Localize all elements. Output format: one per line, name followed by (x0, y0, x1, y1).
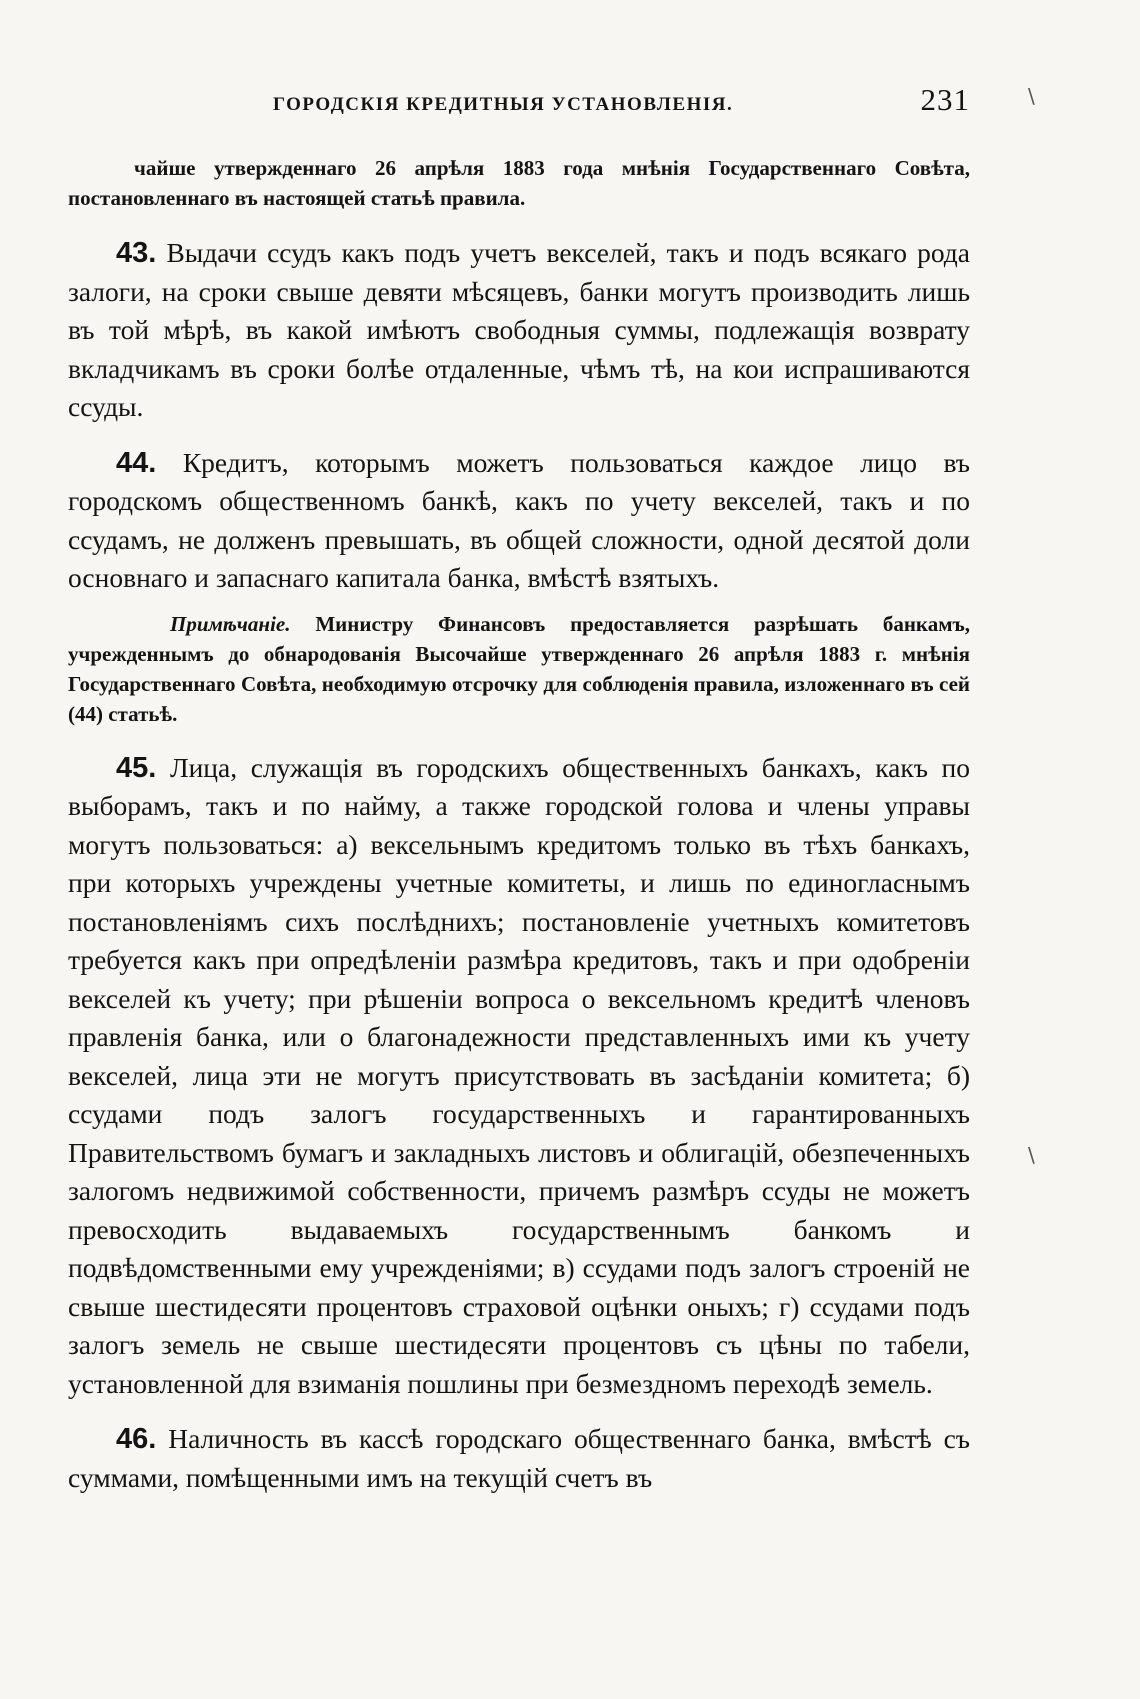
page-number: 231 (920, 82, 970, 117)
article-44 (68, 444, 970, 598)
article-number: 46. (116, 1423, 157, 1455)
article-text: Наличность въ кассѣ городскаго общественнаго банка, вмѣстѣ съ суммами, помѣщенными имъ на текущій счетъ въ (68, 1423, 970, 1493)
article-number: 45. (116, 751, 157, 784)
article-45 (68, 749, 970, 1404)
margin-mark: \ (1028, 84, 1035, 108)
margin-mark: \ (1028, 1143, 1035, 1167)
page-header (68, 82, 970, 126)
article-43 (68, 234, 970, 427)
article-number: 44. (116, 446, 157, 479)
note-label: Примѣчаніе. (170, 611, 291, 636)
article-44-note (68, 609, 970, 729)
continued-text: чайше утвержденнаго 26 апрѣля 1883 года мнѣнія Государственнаго Совѣта, постановленнаго въ настоящей статьѣ правила. (68, 156, 970, 210)
article-text: Кредитъ, которымъ можетъ пользоваться каждое лицо въ городскомъ общественномъ банкѣ, какъ по учету векселей, такъ и по ссудамъ, не долженъ превышать, въ общей сложности, одной десятой доли основнаго и запаснаго капитала банка, вмѣстѣ взятыхъ. (68, 446, 971, 593)
article-text: Выдачи ссудъ какъ подъ учетъ векселей, такъ и подъ всякаго рода залоги, на сроки свыше девяти мѣсяцевъ, банки могутъ производить лишь въ той мѣрѣ, въ какой имѣютъ свободныя суммы, подлежащія возврату вкладчикамъ въ сроки болѣе отдаленные, чѣмъ тѣ, на кои испрашиваются ссуды. (68, 237, 970, 422)
article-text: Лица, служащія въ городскихъ общественныхъ банкахъ, какъ по выборамъ, такъ и по найму, а также городской голова и члены управы могутъ пользоваться: а) вексельнымъ кредитомъ только въ тѣхъ банкахъ, при которыхъ учреждены учетные комитеты, и лишь по единогласнымъ постановленіямъ сихъ послѣднихъ; постановленіе учетныхъ комитетовъ требуется какъ при опредѣленіи размѣра кредитовъ, такъ и при одобреніи векселей къ учету; при рѣшеніи вопроса о вексельномъ кредитѣ членовъ правленія банка, или о благонадежности представленныхъ ими къ учету векселей, лица эти не могутъ присутствовать въ засѣданіи комитета; б) ссудами подъ залогъ государственныхъ и гарантированныхъ Правительствомъ бумагъ и закладныхъ листовъ и облигацій, обезпеченныхъ залогомъ недвижимой собственности, причемъ размѣръ ссуды не можетъ превосходить выдаваемыхъ государственнымъ банкомъ и подвѣдомственными ему учрежденіями; в) ссудами подъ залогъ строеній не свыше шестидесяти процентовъ страховой оцѣнки оныхъ; г) ссудами подъ залогъ земель не свыше шестидесяти процентовъ съ цѣны по табели, установленной для взиманія пошлины при безмездномъ переходѣ земель. (68, 751, 970, 1399)
note-text: Министру Финансовъ предоставляется разрѣшать банкамъ, учрежденнымъ до обнародованія Высочайше утвержденнаго 26 апрѣля 1883 г. мнѣнія Государственнаго Совѣта, необходимую отсрочку для соблюденія правила, изложеннаго въ сей (44) статьѣ. (68, 611, 971, 726)
page-body (68, 153, 970, 1514)
running-title: ГОРОДСКІЯ КРЕДИТНЫЯ УСТАНОВЛЕНІЯ. (273, 94, 734, 115)
article-46 (68, 1420, 970, 1497)
article-number: 43. (116, 237, 157, 269)
